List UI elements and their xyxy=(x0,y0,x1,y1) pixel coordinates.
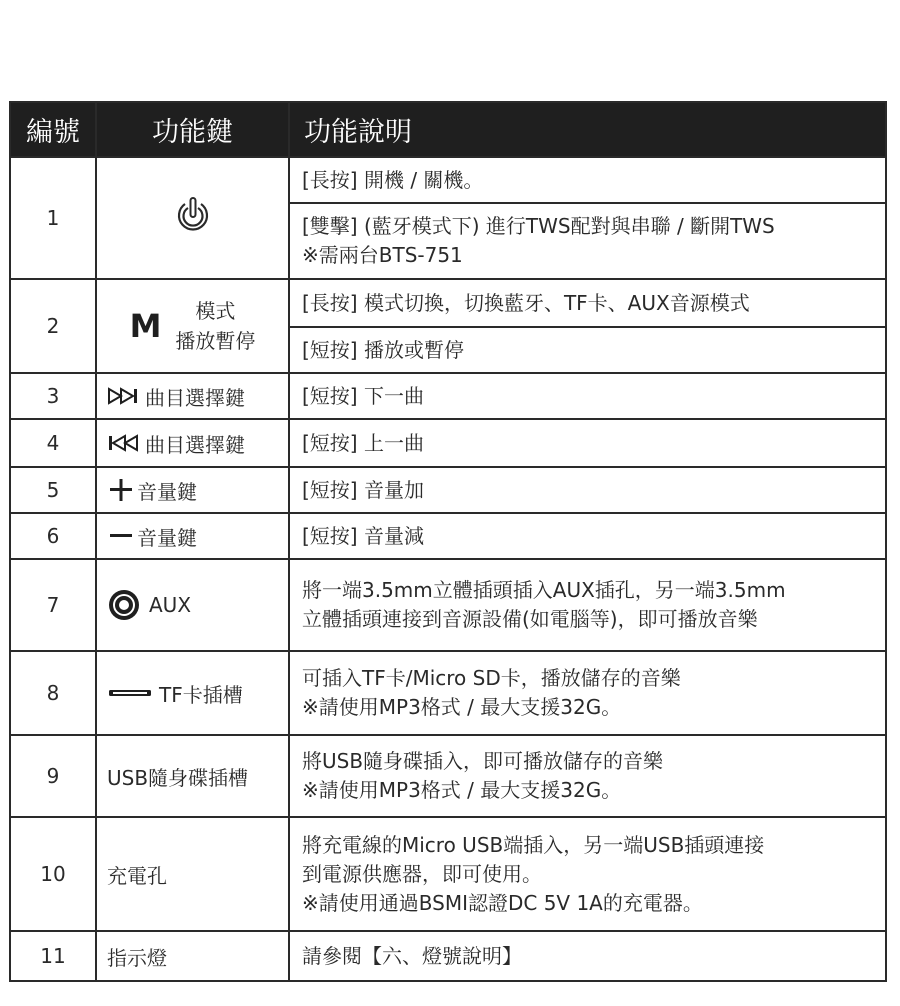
desc-line: 將充電線的Micro USB端插入，另一端USB插頭連接 xyxy=(302,832,765,857)
table-row xyxy=(10,931,886,981)
row-number: 10 xyxy=(10,817,96,931)
key-label: 音量鍵 xyxy=(137,525,197,550)
tf-card-slot-icon xyxy=(107,685,153,701)
desc-line: ※需兩台BTS-751 xyxy=(302,243,463,267)
desc-line: ※請使用MP3格式 / 最大支援32G。 xyxy=(302,778,622,802)
key-cell xyxy=(96,559,289,651)
row-number: 9 xyxy=(10,735,96,817)
row-number: 3 xyxy=(10,373,96,419)
desc-cell: [短按] 下一曲 xyxy=(289,373,886,419)
key-cell xyxy=(96,651,289,735)
plus-icon xyxy=(107,476,137,504)
desc-cell: [短按] 播放或暫停 xyxy=(289,327,886,373)
key-label: TF卡插槽 xyxy=(159,682,243,707)
key-label: 曲目選擇鍵 xyxy=(145,432,245,457)
key-label-line: 播放暫停 xyxy=(175,329,256,353)
desc-line: 可插入TF卡/Micro SD卡，播放儲存的音樂 xyxy=(302,666,681,690)
table-row xyxy=(10,735,886,817)
table-header xyxy=(10,102,886,157)
key-cell xyxy=(96,513,289,559)
row-number: 7 xyxy=(10,559,96,651)
key-label-line: 模式 xyxy=(195,299,236,323)
row-number: 1 xyxy=(10,157,96,279)
row-number: 11 xyxy=(10,931,96,981)
aux-port-icon xyxy=(107,588,141,622)
key-cell: 指示燈 xyxy=(96,931,289,981)
desc-cell xyxy=(289,817,886,931)
row-number: 8 xyxy=(10,651,96,735)
desc-cell xyxy=(289,559,886,651)
desc-cell: 請參閱【六、燈號說明】 xyxy=(289,931,886,981)
header-desc: 功能說明 xyxy=(289,102,886,157)
header-key: 功能鍵 xyxy=(96,102,289,157)
table-row xyxy=(10,513,886,559)
key-cell xyxy=(96,373,289,419)
table-row xyxy=(10,157,886,203)
key-label: 曲目選擇鍵 xyxy=(145,385,245,410)
key-cell: USB隨身碟插槽 xyxy=(96,735,289,817)
key-cell xyxy=(96,467,289,513)
key-label: AUX xyxy=(149,593,192,617)
desc-line: 到電源供應器，即可使用。 xyxy=(302,861,542,886)
desc-cell: [長按] 開機 / 關機。 xyxy=(289,157,886,203)
key-label: 音量鍵 xyxy=(137,479,197,504)
key-cell xyxy=(96,419,289,467)
desc-line: [雙擊] (藍牙模式下) 進行TWS配對與串聯 / 斷開TWS xyxy=(302,214,775,238)
previous-track-icon xyxy=(107,433,145,453)
desc-cell: [短按] 音量加 xyxy=(289,467,886,513)
row-number: 2 xyxy=(10,279,96,373)
table-row xyxy=(10,419,886,467)
desc-cell xyxy=(289,735,886,817)
row-number: 6 xyxy=(10,513,96,559)
desc-line: 將一端3.5mm立體插頭插入AUX插孔，另一端3.5mm xyxy=(302,578,786,602)
key-cell xyxy=(96,157,289,279)
desc-line: ※請使用MP3格式 / 最大支援32G。 xyxy=(302,695,622,719)
row-number: 4 xyxy=(10,419,96,467)
desc-line: 立體插頭連接到音源設備(如電腦等)，即可播放音樂 xyxy=(302,607,758,631)
function-key-table xyxy=(9,101,887,982)
desc-cell xyxy=(289,203,886,279)
table-row xyxy=(10,651,886,735)
desc-line: ※請使用通過BSMI認證DC 5V 1A的充電器。 xyxy=(302,890,703,915)
next-track-icon xyxy=(107,386,145,406)
table-row xyxy=(10,467,886,513)
desc-cell: [長按] 模式切換，切換藍牙、TF卡、AUX音源模式 xyxy=(289,279,886,327)
minus-icon xyxy=(107,522,137,550)
header-no: 編號 xyxy=(10,102,96,157)
key-cell: 充電孔 xyxy=(96,817,289,931)
row-number: 5 xyxy=(10,467,96,513)
table-row xyxy=(10,279,886,327)
desc-cell: [短按] 音量減 xyxy=(289,513,886,559)
table-row xyxy=(10,817,886,931)
desc-cell: [短按] 上一曲 xyxy=(289,419,886,467)
desc-cell xyxy=(289,651,886,735)
table-row xyxy=(10,559,886,651)
table-row xyxy=(10,373,886,419)
key-cell xyxy=(96,279,289,373)
desc-line: 將USB隨身碟插入，即可播放儲存的音樂 xyxy=(302,749,664,773)
mode-key-letter: M xyxy=(129,307,162,345)
power-icon xyxy=(172,195,214,237)
